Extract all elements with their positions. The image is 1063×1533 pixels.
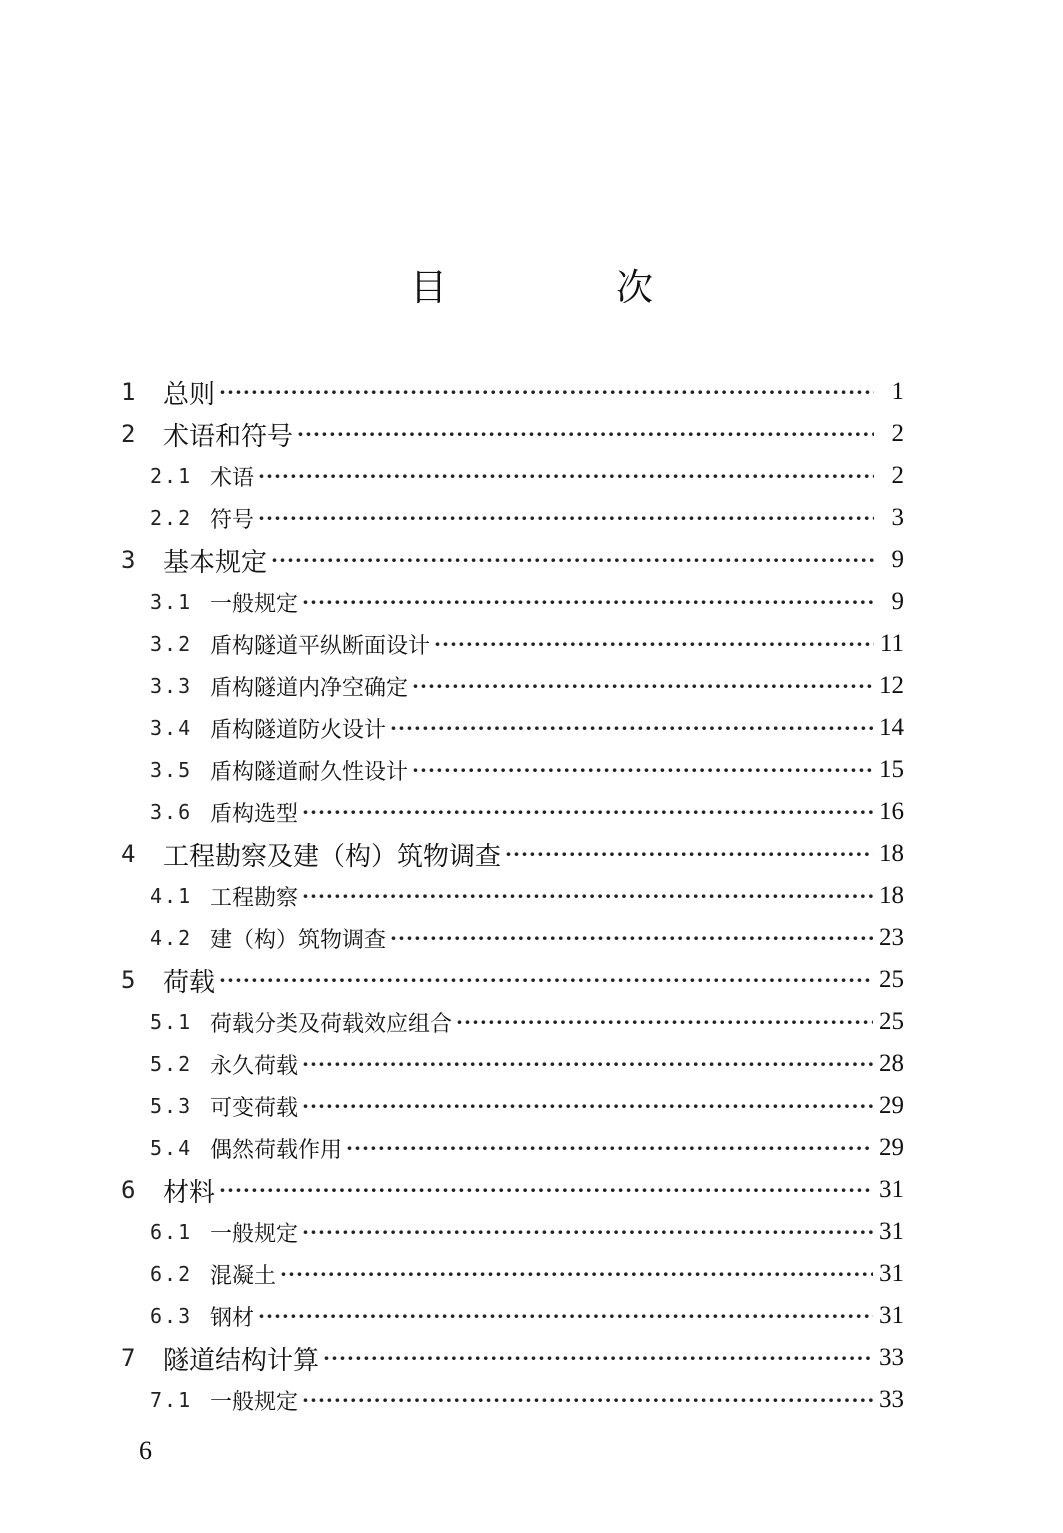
toc-entry-number: 6.3 xyxy=(150,1304,193,1328)
toc-entry-number: 5.1 xyxy=(150,1010,193,1034)
toc-leader-dots xyxy=(302,1054,873,1074)
toc-leader-dots xyxy=(456,1012,873,1032)
toc-entry-title: 术语 xyxy=(210,465,255,491)
toc-entry-number: 4 xyxy=(121,840,136,868)
toc-entry-page: 9 xyxy=(891,588,904,615)
toc-leader-dots xyxy=(323,1348,873,1368)
toc-entry-number: 5.3 xyxy=(150,1094,193,1118)
toc-leader-dots xyxy=(390,718,873,738)
toc-entry-number: 4.1 xyxy=(150,884,193,908)
toc-entry-number: 6.1 xyxy=(150,1220,193,1244)
toc-leader-dots xyxy=(297,424,874,444)
toc-entry-title: 一般规定 xyxy=(210,1389,299,1415)
toc-entry[interactable] xyxy=(150,917,904,959)
toc-entry-page: 12 xyxy=(879,672,904,699)
toc-entry-title: 永久荷载 xyxy=(210,1053,299,1079)
toc-entry-page: 25 xyxy=(879,966,904,993)
toc-entry-title: 工程勘察及建（构）筑物调查 xyxy=(163,841,502,872)
toc-entry-page: 28 xyxy=(879,1050,904,1077)
toc-leader-dots xyxy=(346,1138,873,1158)
toc-entry-page: 15 xyxy=(879,756,904,783)
toc-leader-dots xyxy=(390,928,873,948)
toc-entry[interactable] xyxy=(150,497,904,539)
toc-entry[interactable] xyxy=(150,749,904,791)
toc-entry-title: 混凝土 xyxy=(210,1263,277,1289)
toc-entry-title: 盾构隧道防火设计 xyxy=(210,717,387,743)
toc-entry-title: 材料 xyxy=(163,1177,216,1208)
toc-entry-title: 建（构）筑物调查 xyxy=(210,927,387,953)
toc-entry-page: 14 xyxy=(879,714,904,741)
toc-entry[interactable] xyxy=(150,455,904,497)
toc-entry-title: 盾构隧道平纵断面设计 xyxy=(210,633,431,659)
toc-entry-number: 4.2 xyxy=(150,926,193,950)
toc-entry-number: 5.4 xyxy=(150,1136,193,1160)
toc-leader-dots xyxy=(258,466,874,486)
toc-entry-page: 31 xyxy=(879,1302,904,1329)
toc-entry-title: 盾构隧道内净空确定 xyxy=(210,675,409,701)
toc-entry-page: 16 xyxy=(879,798,904,825)
toc-entry[interactable] xyxy=(150,1001,904,1043)
toc-leader-dots xyxy=(412,676,873,696)
toc-leader-dots xyxy=(302,802,873,822)
toc-entry-title: 一般规定 xyxy=(210,1221,299,1247)
toc-entry[interactable] xyxy=(150,1127,904,1169)
toc-leader-dots xyxy=(302,1096,873,1116)
page-title: 目 次 xyxy=(410,266,719,309)
toc-entry-number: 6 xyxy=(121,1176,136,1204)
toc-entry[interactable] xyxy=(150,791,904,833)
toc-entry-number: 2 xyxy=(121,420,136,448)
toc-entry-page: 18 xyxy=(879,840,904,867)
toc-entry-page: 29 xyxy=(879,1134,904,1161)
toc-entry-number: 7 xyxy=(121,1344,136,1372)
toc-entry-title: 钢材 xyxy=(210,1305,255,1331)
toc-entry-page: 18 xyxy=(879,882,904,909)
toc-leader-dots xyxy=(258,1306,873,1326)
toc-entry-title: 术语和符号 xyxy=(163,421,294,452)
toc-entry-title: 符号 xyxy=(210,507,255,533)
toc-entry-title: 盾构隧道耐久性设计 xyxy=(210,759,409,785)
toc-entry-number: 3.3 xyxy=(150,674,193,698)
toc-entry[interactable] xyxy=(121,959,904,1001)
toc-entry[interactable] xyxy=(121,539,904,581)
toc-entry[interactable] xyxy=(121,833,904,875)
toc-leader-dots xyxy=(302,1222,873,1242)
toc-entry[interactable] xyxy=(150,875,904,917)
toc-entry-page: 31 xyxy=(879,1260,904,1287)
toc-entry-page: 25 xyxy=(879,1008,904,1035)
toc-entry-title: 盾构选型 xyxy=(210,801,299,827)
toc-leader-dots xyxy=(302,1390,873,1410)
toc-leader-dots xyxy=(434,634,874,654)
toc-entry-title: 总则 xyxy=(163,379,216,410)
toc-entry[interactable] xyxy=(150,1253,904,1295)
toc-entry[interactable] xyxy=(121,1169,904,1211)
toc-entry-title: 基本规定 xyxy=(163,547,268,578)
toc-entry-page: 33 xyxy=(879,1344,904,1371)
toc-entry[interactable] xyxy=(150,1295,904,1337)
toc-entry[interactable] xyxy=(150,665,904,707)
toc-leader-dots xyxy=(302,886,873,906)
toc-entry-number: 3.5 xyxy=(150,758,193,782)
toc-entry-page: 31 xyxy=(879,1218,904,1245)
toc-entry[interactable] xyxy=(150,1211,904,1253)
toc-entry-title: 偶然荷载作用 xyxy=(210,1137,343,1163)
toc-entry[interactable] xyxy=(150,1379,904,1421)
toc-leader-dots xyxy=(280,1264,873,1284)
toc-leader-dots xyxy=(219,382,874,402)
toc-leader-dots xyxy=(219,1180,873,1200)
toc-entry-page: 29 xyxy=(879,1092,904,1119)
toc-entry-number: 3 xyxy=(121,546,136,574)
toc-entry[interactable] xyxy=(150,1043,904,1085)
toc-leader-dots xyxy=(271,550,874,570)
toc-entry-page: 9 xyxy=(891,546,904,573)
toc-entry-title: 一般规定 xyxy=(210,591,299,617)
toc-entry[interactable] xyxy=(121,1337,904,1379)
toc-leader-dots xyxy=(302,592,874,612)
toc-entry-page: 11 xyxy=(879,630,904,657)
toc-leader-dots xyxy=(505,844,873,864)
toc-entry-title: 荷载 xyxy=(163,967,216,998)
toc-leader-dots xyxy=(219,970,873,990)
toc-leader-dots xyxy=(412,760,873,780)
toc-entry-page: 33 xyxy=(879,1386,904,1413)
toc-entry-number: 1 xyxy=(121,378,136,406)
toc-entry-title: 隧道结构计算 xyxy=(163,1345,320,1376)
toc-entry-page: 2 xyxy=(891,462,904,489)
toc-entry-number: 6.2 xyxy=(150,1262,193,1286)
toc-entry[interactable] xyxy=(150,623,904,665)
toc-leader-dots xyxy=(258,508,874,528)
toc-entry[interactable] xyxy=(150,581,904,623)
toc-entry-title: 工程勘察 xyxy=(210,885,299,911)
toc-entry-page: 3 xyxy=(891,504,904,531)
toc-entry[interactable] xyxy=(150,707,904,749)
toc-entry-page: 1 xyxy=(891,378,904,405)
toc-entry[interactable] xyxy=(150,1085,904,1127)
toc-entry[interactable] xyxy=(121,371,904,413)
toc-entry-page: 31 xyxy=(879,1176,904,1203)
toc-entry-number: 2.2 xyxy=(150,506,193,530)
toc-entry-number: 5.2 xyxy=(150,1052,193,1076)
toc-entry-number: 5 xyxy=(121,966,136,994)
toc-entry-number: 3.1 xyxy=(150,590,193,614)
toc-entry-page: 2 xyxy=(891,420,904,447)
toc-entry-page: 23 xyxy=(879,924,904,951)
toc-entry-number: 7.1 xyxy=(150,1388,193,1412)
page-number: 6 xyxy=(139,1436,152,1465)
toc-entry[interactable] xyxy=(121,413,904,455)
toc-entry-number: 3.4 xyxy=(150,716,193,740)
toc-entry-number: 3.2 xyxy=(150,632,193,656)
toc-entry-title: 可变荷载 xyxy=(210,1095,299,1121)
toc-entry-title: 荷载分类及荷载效应组合 xyxy=(210,1011,453,1037)
toc-entry-number: 3.6 xyxy=(150,800,193,824)
toc-entry-number: 2.1 xyxy=(150,464,193,488)
